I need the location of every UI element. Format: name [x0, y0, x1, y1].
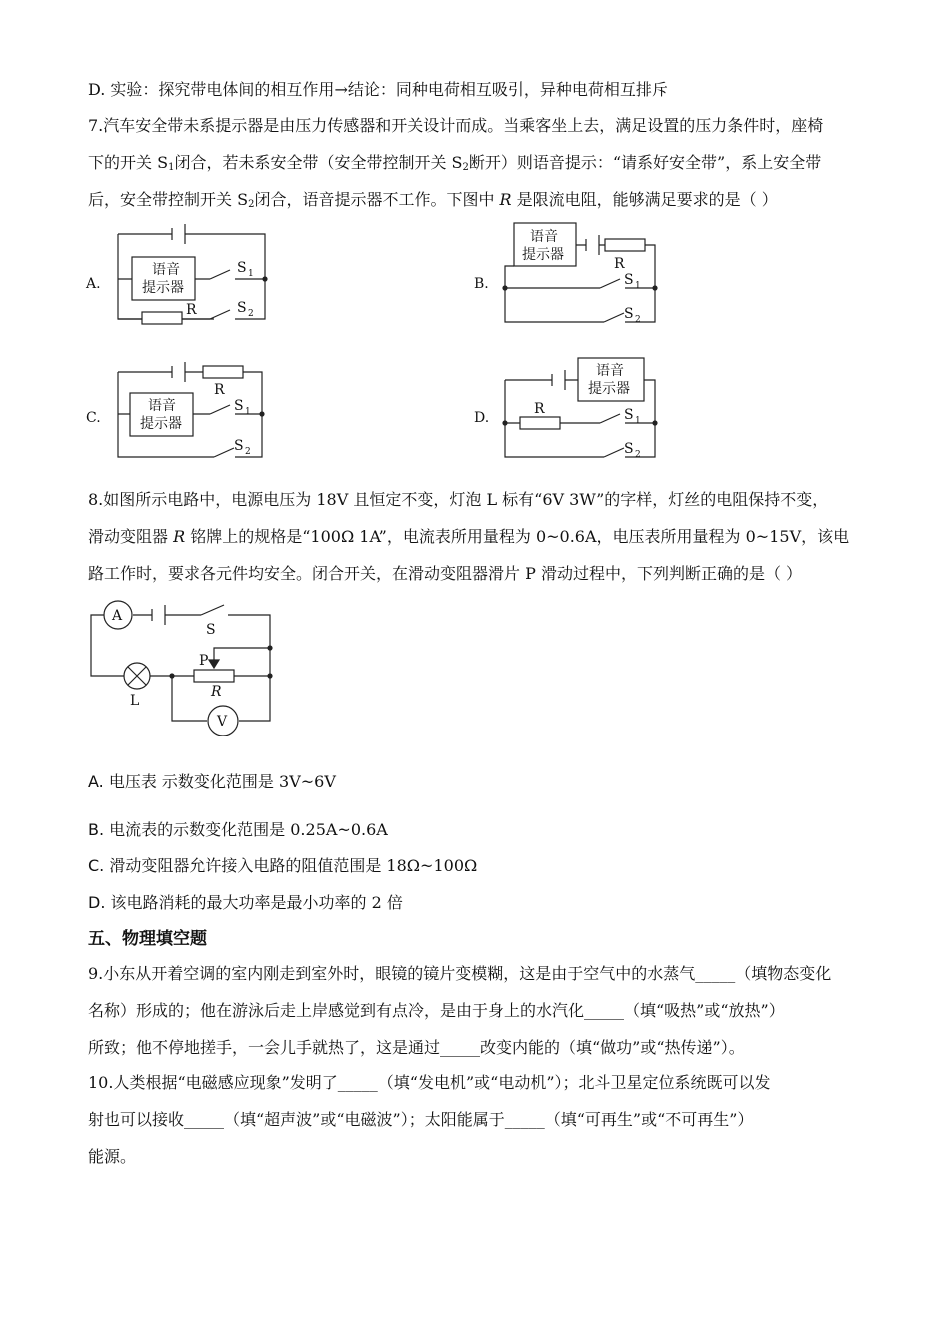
section-5-title: 五、物理填空题: [88, 929, 207, 949]
circuit-a-s2-label: S: [237, 300, 247, 316]
q7-option-c-label[interactable]: C.: [86, 410, 101, 426]
q8-option-d[interactable]: D. 该电路消耗的最大功率是最小功率的 2 倍: [88, 893, 403, 912]
circuit-c-s1-sub: 1: [245, 407, 251, 417]
circuit-b-s2-label: S: [624, 306, 634, 322]
q9-line-1: 9.小东从开着空调的室内刚走到室外时，眼镜的镜片变模糊，这是由于空气中的水蒸气_____（填物态变化: [88, 964, 832, 983]
q7-circuit-d: [500, 353, 670, 465]
circuit-d-box-line1: 语音: [596, 363, 624, 379]
q8-option-b[interactable]: B. 电流表的示数变化范围是 0.25A~0.6A: [88, 820, 388, 839]
q8-option-c[interactable]: C. 滑动变阻器允许接入电路的阻值范围是 18Ω~100Ω: [88, 856, 478, 875]
circuit-c-s2-label: S: [234, 438, 244, 454]
q7-circuit-a: [110, 222, 280, 327]
circuit-a-s1-label: S: [237, 260, 247, 276]
circuit-b-s2-sub: 2: [635, 315, 641, 325]
q8-circuit: [86, 596, 286, 736]
circuit-d-s2-sub: 2: [635, 450, 641, 460]
q10-line-3: 能源。: [88, 1147, 137, 1166]
circuit-d-s1-sub: 1: [635, 416, 641, 426]
q7-line-2: 下的开关 $S_1$闭合，若未系安全带（安全带控制开关 $S_2$断开）则语音提示：“请系好安全带”，系上安全带: [88, 153, 822, 173]
circuit-c-box-line1: 语音: [148, 398, 176, 414]
q9-line-3: 所致；他不停地搓手，一会儿手就热了，这是通过_____改变内能的（填“做功”或“热传递”）。: [88, 1038, 745, 1057]
q8-switch-label: S: [206, 622, 216, 638]
circuit-d-s1-label: S: [624, 407, 634, 423]
q8-rheostat-label: R: [211, 684, 222, 700]
circuit-d-box-line2: 提示器: [588, 381, 630, 397]
q8-option-a[interactable]: A. 电压表 示数变化范围是 3V~6V: [88, 772, 336, 791]
circuit-b-r-label: R: [614, 256, 625, 272]
circuit-b-box-line2: 提示器: [522, 247, 564, 263]
circuit-c-s2-sub: 2: [245, 447, 251, 457]
q8-line-1: 8.如图所示电路中，电源电压为 18V 且恒定不变，灯泡 L 标有“6V 3W”的字样，灯丝的电阻保持不变，: [88, 490, 829, 509]
q10-line-2: 射也可以接收_____（填“超声波”或“电磁波”）；太阳能属于_____（填“可再生”或“不可再生”）: [88, 1110, 754, 1129]
circuit-a-s1-sub: 1: [248, 269, 254, 279]
q9-line-2: 名称）形成的；他在游泳后走上岸感觉到有点冷，是由于身上的水汽化_____（填“吸热”或“放热”）: [88, 1001, 785, 1020]
circuit-b-s1-sub: 1: [635, 281, 641, 291]
q8-line-2: 滑动变阻器 R 铭牌上的规格是“100Ω 1A”，电流表所用量程为 0~0.6A，电压表所用量程为 0~15V，该电: [88, 527, 850, 546]
circuit-a-box-line2: 提示器: [142, 280, 184, 296]
q8-lamp-label: L: [130, 693, 140, 709]
q7-line-1: 7.汽车安全带未系提示器是由压力传感器和开关设计而成。当乘客坐上去，满足设置的压力条件时，座椅: [88, 116, 824, 135]
q7-line-3: 后，安全带控制开关 $S_2$闭合，语音提示器不工作。下图中 R 是限流电阻，能够满足要求的是（ ）: [88, 190, 778, 210]
q7-circuit-c: [110, 360, 280, 465]
q7-option-a-label[interactable]: A.: [86, 276, 101, 292]
circuit-a-s2-sub: 2: [248, 309, 254, 319]
prev-option-d: D. 实验：探究带电体间的相互作用→结论：同种电荷相互吸引，异种电荷相互排斥: [88, 80, 668, 99]
q7-option-d-label[interactable]: D.: [474, 410, 490, 426]
q7-circuit-b: [500, 218, 670, 330]
circuit-c-r-label: R: [214, 382, 225, 398]
circuit-a-r-label: R: [186, 302, 197, 318]
q8-ammeter-label: A: [112, 608, 123, 624]
circuit-d-s2-label: S: [624, 441, 634, 457]
circuit-b-box-line1: 语音: [530, 229, 558, 245]
circuit-a-box-line1: 语音: [152, 262, 180, 278]
circuit-d-r-label: R: [534, 401, 545, 417]
q7-option-b-label[interactable]: B.: [474, 276, 489, 292]
q8-voltmeter-label: V: [217, 714, 228, 730]
circuit-b-s1-label: S: [624, 272, 634, 288]
circuit-c-s1-label: S: [234, 398, 244, 414]
q10-line-1: 10.人类根据“电磁感应现象”发明了_____（填“发电机”或“电动机”）；北斗卫星定位系统既可以发: [88, 1073, 771, 1092]
q8-slider-label: P: [199, 653, 209, 669]
circuit-c-box-line2: 提示器: [140, 416, 182, 432]
q8-line-3: 路工作时，要求各元件均安全。闭合开关，在滑动变阻器滑片 P 滑动过程中，下列判断正确的是（ ）: [88, 564, 803, 583]
